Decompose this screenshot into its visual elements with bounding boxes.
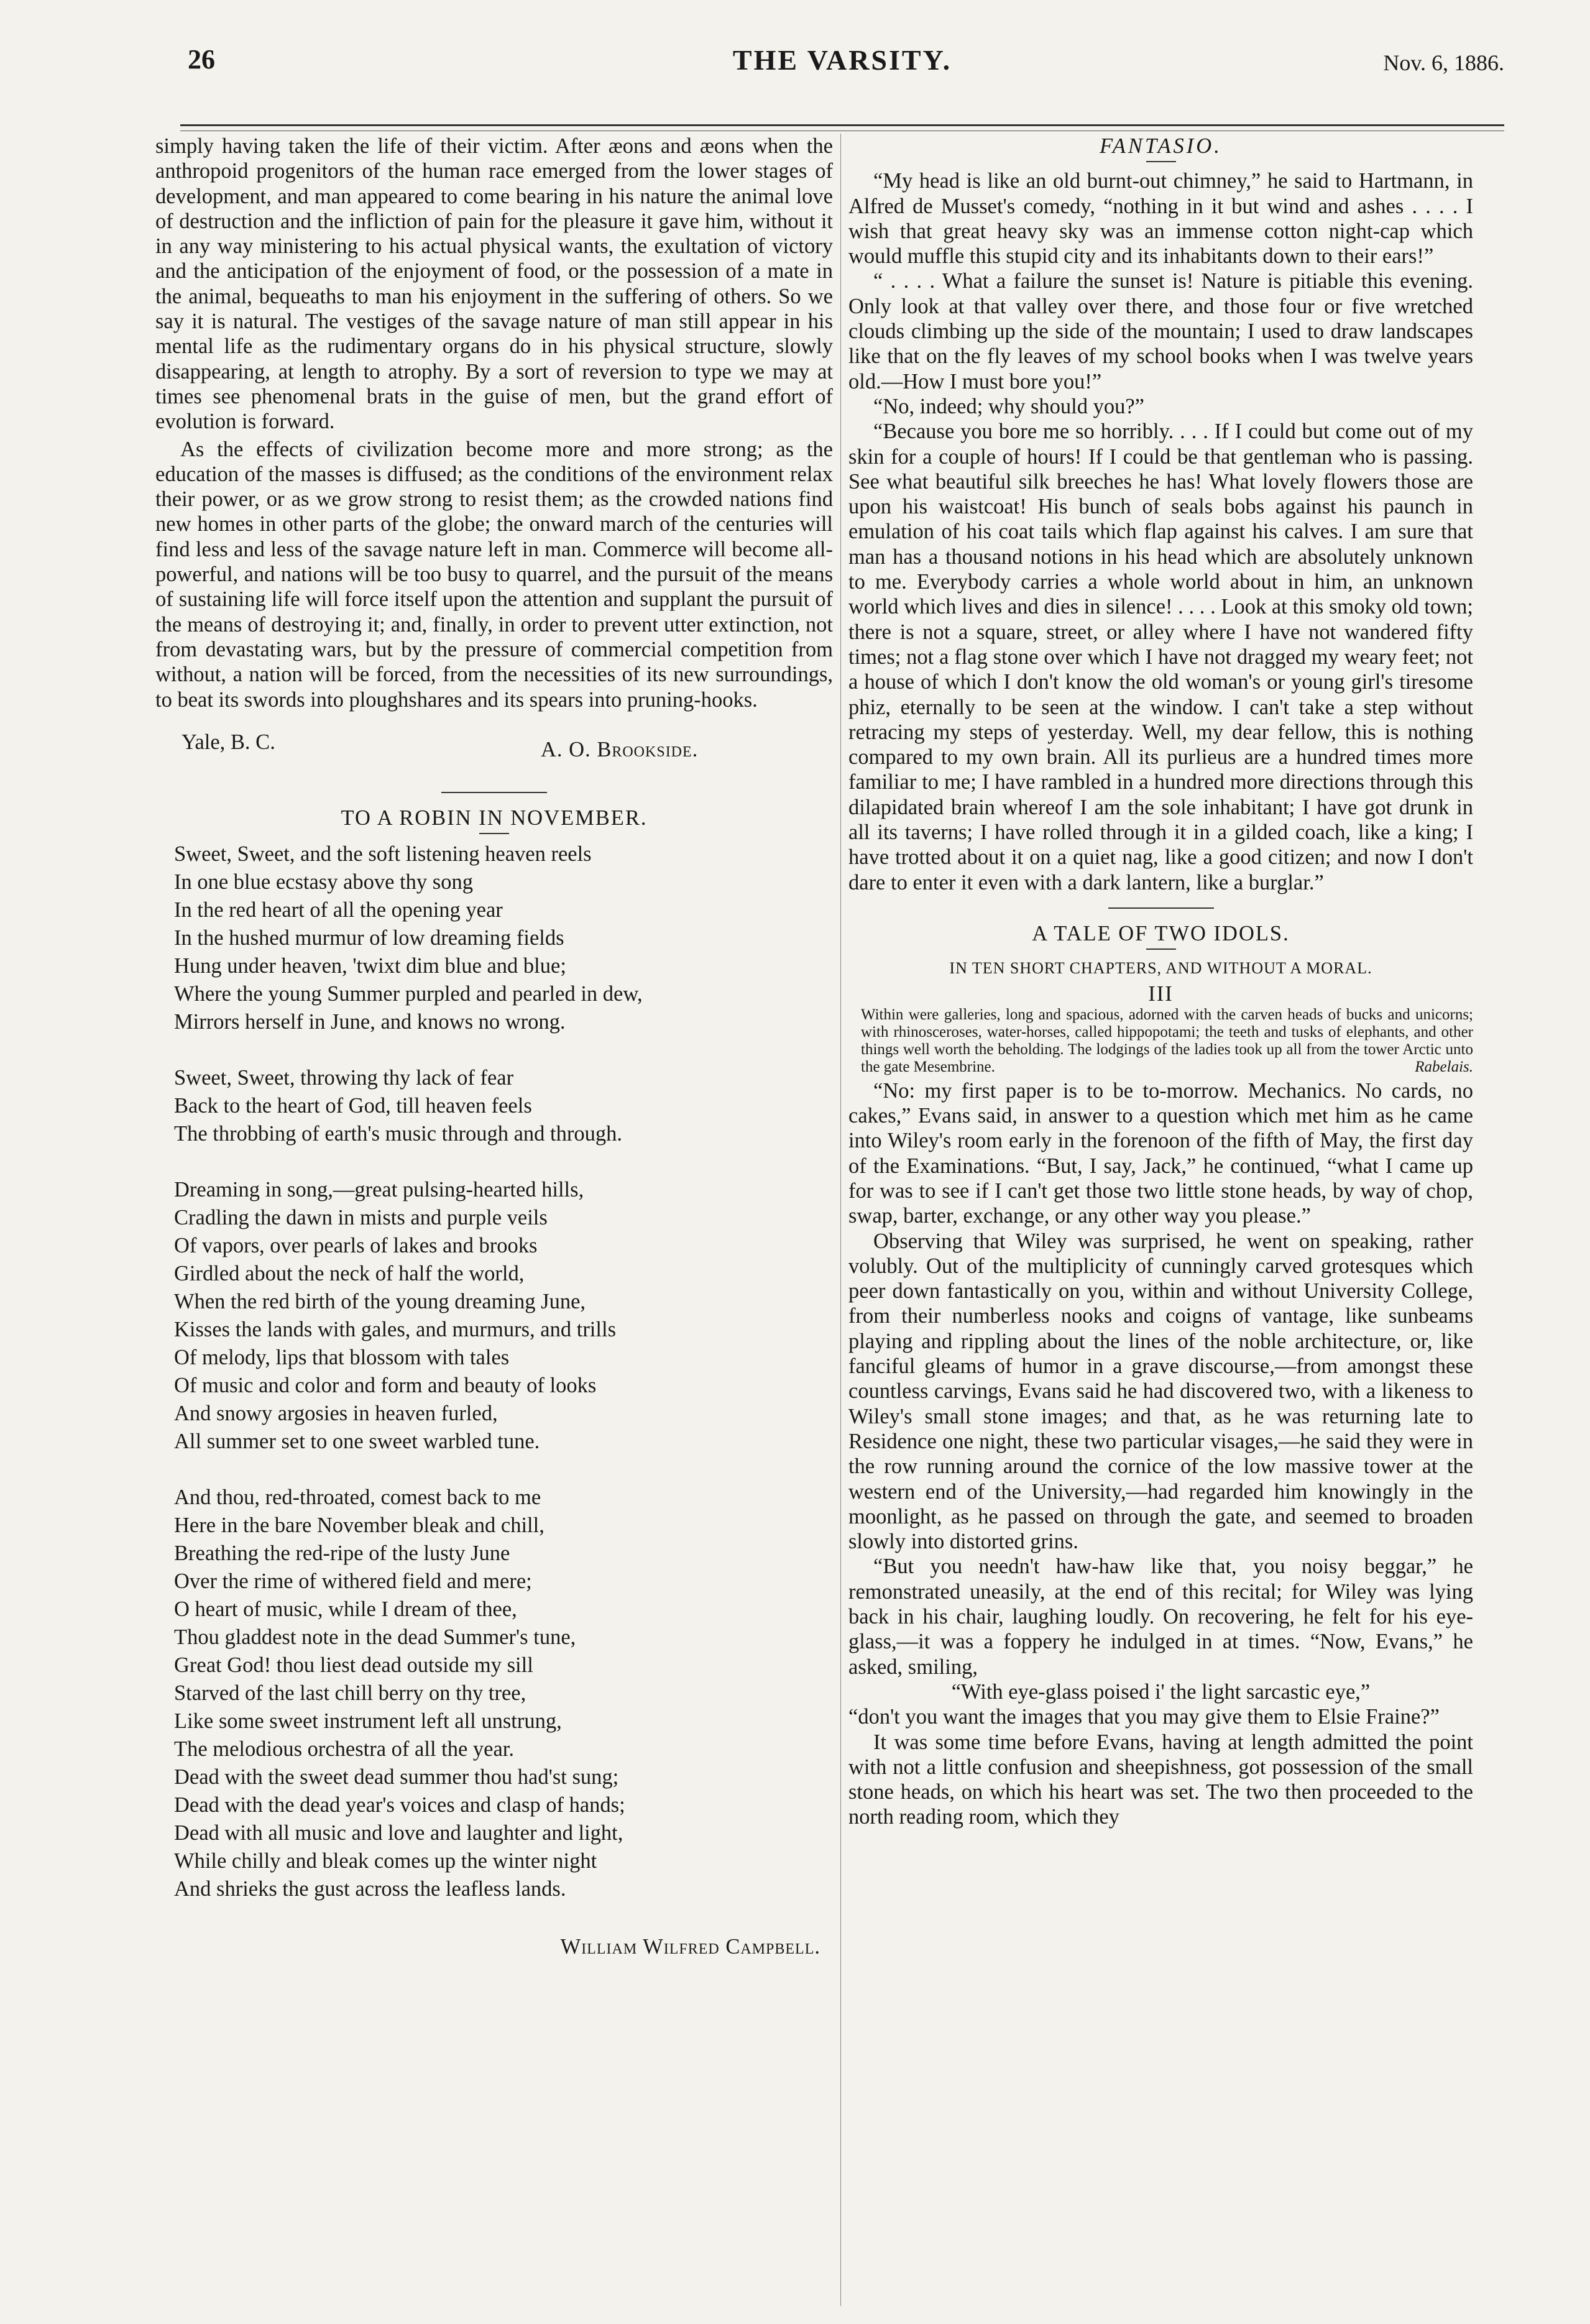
epigraph: Within were galleries, long and spacious, adorned with the carven heads of bucks and unicorns; with rhinosceroses, water-horses, called hippopotami; the teeth and tusks of elephants, and other things well worth the beholding. The lodgings of the ladies took up all from the tower Arctic unto the gate Mesembrine.: [861, 1006, 1473, 1075]
fantasio-title: FANTASIO.: [1100, 134, 1222, 158]
poem-line: Girdled about the neck of half the world,: [174, 1262, 525, 1286]
poem-line: Of vapors, over pearls of lakes and brooks: [174, 1234, 538, 1258]
page-number: 26: [188, 44, 215, 75]
poem-line: And shrieks the gust across the leafless lands.: [174, 1877, 566, 1901]
tale-paragraph: “don't you want the images that you may give them to Elsie Fraine?”: [848, 1705, 1440, 1729]
tale-paragraph: “But you needn't haw-haw like that, you noisy beggar,” he remonstrated uneasily, at the end of this recital; for Wiley was lying back in his chair, laughing loudly. On recovering, he felt for his eye-glass,—it was a foppery he indulged in at times. “Now, Evans,” he asked, smiling,: [848, 1555, 1473, 1679]
poem-line: Back to the heart of God, till heaven feels: [174, 1094, 532, 1118]
poem-line: Here in the bare November bleak and chill,: [174, 1513, 545, 1538]
fantasio-paragraph: “Because you bore me so horribly. . . . If I could but come out of my skin for a couple of hours! If I could be that gentleman who is passing. See what beautiful silk breeches he has! What lovely flowers those are upon his waistcoat! His bunch of seals bobs against his paunch in emulation of his coat tails which flap against his calves. I am sure that man has a thousand notions in his head which are absolutely unknown to me. Everybody carries a whole world about in him, an unknown world which lives and dies in silence! . . . . Look at this smoky old town; there is not a square, street, or alley where I have not wandered fifty times; not a flag stone over which I have not dragged my weary feet; not a house of which I don't know the old woman's or young girl's tiresome phiz, eternally to be seen at the window. I can't take a step without retracing my steps of yesterday. Well, my dear fellow, this is nothing compared to my own brain. All its purlieus are a hundred times more familiar to me; I have rambled in a hundred more directions through this dilapidated brain whereof I am the sole inhabitant; I have got drunk in all its taverns; I have rolled through it in a gilded coach, like a king; I have trotted about it on a quiet nag, like a good citizen; and now I don't dare to enter it even with a dark lantern, like a burglar.”: [848, 420, 1473, 894]
poem-title: TO A ROBIN IN NOVEMBER.: [341, 806, 648, 830]
poem-line: The throbbing of earth's music through and through.: [174, 1122, 622, 1146]
fantasio-paragraph: “ . . . . What a failure the sunset is! Nature is pitiable this evening. Only look at that valley over there, and those four or five wretched clouds climbing up the side of the mountain; I used to draw landscapes like that on the fly leaves of my school books when I was twelve years old.—How I must bore you!”: [848, 269, 1473, 393]
poem-line: The melodious orchestra of all the year.: [174, 1737, 515, 1761]
poem-line: Dead with all music and love and laughter and light,: [174, 1821, 623, 1845]
poem-line: Dead with the dead year's voices and clasp of hands;: [174, 1793, 625, 1817]
poem-line: Like some sweet instrument left all unstrung,: [174, 1709, 562, 1734]
poem-line: Mirrors herself in June, and knows no wrong.: [174, 1010, 566, 1034]
poem-author: William Wilfred Campbell.: [560, 1935, 820, 1959]
poem-line: In the red heart of all the opening year: [174, 898, 503, 922]
essay-place: Yale, B. C.: [182, 730, 275, 754]
left-column: [155, 134, 833, 1959]
tale-quote: “With eye-glass poised i' the light sarcastic eye,”: [951, 1679, 1371, 1704]
poem-stanza: [174, 1064, 833, 1148]
column-divider: [840, 134, 841, 2306]
poem-line: Dreaming in song,—great pulsing-hearted hills,: [174, 1178, 584, 1202]
chapter-number: III: [1148, 981, 1174, 1006]
essay-author: A. O. Brookside.: [541, 737, 699, 761]
poem-line: Of music and color and form and beauty of looks: [174, 1374, 597, 1398]
poem-line: Hung under heaven, 'twixt dim blue and blue;: [174, 954, 566, 978]
poem-line: And thou, red-throated, comest back to me: [174, 1486, 541, 1510]
poem-line: When the red birth of the young dreaming June,: [174, 1290, 586, 1314]
poem-line: All summer set to one sweet warbled tune.: [174, 1430, 540, 1454]
epigraph-attribution: Rabelais.: [1415, 1058, 1473, 1075]
essay-paragraph: simply having taken the life of their victim. After æons and æons when the anthropoid progenitors of the human race emerged from the lower stages of development, and man appeared to come bearing in his nature the animal love of destruction and the infliction of pain for the pleasure it gave him, without it in any way ministering to his actual physical wants, the exultation of victory and the anticipation of the enjoyment of food, or the possession of a mate in the animal, bequeaths to man his enjoyment in the suffering of others. So we say it is natural. The vestiges of the savage nature of man still appear in his mental life as the rudimentary organs do in his physical structure, slowly disappearing, at length to atrophy. By a sort of reversion to type we may at times see phenomenal brats in the guise of men, but the grand effort of evolution is forward.: [155, 134, 833, 434]
section-divider: [1108, 907, 1214, 909]
poem-line: Cradling the dawn in mists and purple veils: [174, 1206, 548, 1230]
tale-paragraph: It was some time before Evans, having at length admitted the point with not a little confusion and sheepishness, got possession of the small stone heads, on which his heart was set. The two then proceeded to the north reading room, which they: [848, 1730, 1473, 1829]
page-header: [180, 44, 1504, 99]
poem-line: Where the young Summer purpled and pearled in dew,: [174, 982, 643, 1006]
tale-subtitle: IN TEN SHORT CHAPTERS, AND WITHOUT A MORAL.: [949, 959, 1372, 978]
right-column: [848, 134, 1473, 1830]
poem-line: Over the rime of withered field and mere;: [174, 1569, 532, 1594]
tale-paragraph: “No: my first paper is to be to-morrow. Mechanics. No cards, no cakes,” Evans said, in answer to a question which met him as he came into Wiley's room early in the forenoon of the fifth of May, the first day of the Examinations. “But, I say, Jack,” he continued, “what I came up for was to see if I can't get those two little stone heads, by way of chop, swap, barter, exchange, or any other way you please.”: [848, 1078, 1473, 1228]
poem-body: [174, 840, 833, 1903]
poem-line: And snowy argosies in heaven furled,: [174, 1402, 498, 1426]
poem-line: Great God! thou liest dead outside my sill: [174, 1653, 533, 1678]
issue-date: Nov. 6, 1886.: [1383, 50, 1504, 75]
poem-line: Thou gladdest note in the dead Summer's tune,: [174, 1625, 576, 1650]
tale-paragraph: Observing that Wiley was surprised, he went on speaking, rather volubly. Out of the multiplicity of cunningly carved grotesques which peer down fantastically on you, within and without University College, from their numberless nooks and coigns of vantage, like sunbeams playing and rippling about the lines of the noble architecture, or, like fanciful gleams of humor in a grave discourse,—from amongst these countless carvings, Evans said he had discovered two, with a likeness to Wiley's small stone images; and that, as he was returning late to Residence one night, these two particular visages,—he said they were in the row running around the cornice of the low massive tower at the western end of the University,—had regarded him knowingly in the moonlight, as he passed on through the gate, and seemed to broaden slowly into distorted grins.: [848, 1229, 1473, 1554]
poem-stanza: [174, 1484, 833, 1903]
title-dash: [1146, 161, 1176, 162]
poem-line: In the hushed murmur of low dreaming fields: [174, 926, 564, 950]
poem-line: Kisses the lands with gales, and murmurs, and trills: [174, 1318, 616, 1342]
poem-line: In one blue ecstasy above thy song: [174, 870, 473, 894]
poem-line: Breathing the red-ripe of the lusty June: [174, 1541, 510, 1566]
poem-line: Starved of the last chill berry on thy tree,: [174, 1681, 526, 1706]
poem-stanza: [174, 840, 833, 1036]
fantasio-paragraph: “No, indeed; why should you?”: [873, 394, 1144, 418]
poem-line: Sweet, Sweet, and the soft listening heaven reels: [174, 842, 592, 866]
poem-line: While chilly and bleak comes up the winter night: [174, 1849, 597, 1873]
poem-line: Of melody, lips that blossom with tales: [174, 1346, 510, 1370]
title-dash: [479, 833, 509, 834]
poem-line: O heart of music, while I dream of thee,: [174, 1597, 517, 1622]
poem-stanza: [174, 1176, 833, 1456]
essay-signature: [155, 730, 833, 779]
section-divider: [441, 792, 547, 793]
title-dash: [1146, 948, 1176, 950]
essay-paragraph: As the effects of civilization become more and more strong; as the education of the masses is diffused; as the conditions of the environment relax their power, or as we grow strong to resist them; as the crowded nations find new homes in other parts of the globe; the onward march of the centuries will find less and less of the savage nature left in man. Commerce will become all-powerful, and nations will be too busy to quarrel, and the pursuit of the means of sustaining life will force itself upon the attention and supplant the pursuit of the means of destroying it; and, finally, in order to prevent utter extinction, not from devastating wars, but by the pressure of commercial competition from without, a nation will be forced, from the necessities of its new surroundings, to beat its swords into ploughshares and its spears into pruning-hooks.: [155, 437, 833, 712]
poem-line: Dead with the sweet dead summer thou had'st sung;: [174, 1765, 619, 1789]
journal-title: THE VARSITY.: [732, 44, 952, 76]
header-rule: [180, 124, 1504, 126]
poem-line: Sweet, Sweet, throwing thy lack of fear: [174, 1066, 514, 1090]
fantasio-paragraph: “My head is like an old burnt-out chimney,” he said to Hartmann, in Alfred de Musset's comedy, “nothing in it but wind and ashes . . . . I wish that great heavy sky was an immense cotton night-cap which would muffle this stupid city and its inhabitants down to their ears!”: [848, 169, 1473, 269]
tale-title: A TALE OF TWO IDOLS.: [1032, 921, 1290, 945]
